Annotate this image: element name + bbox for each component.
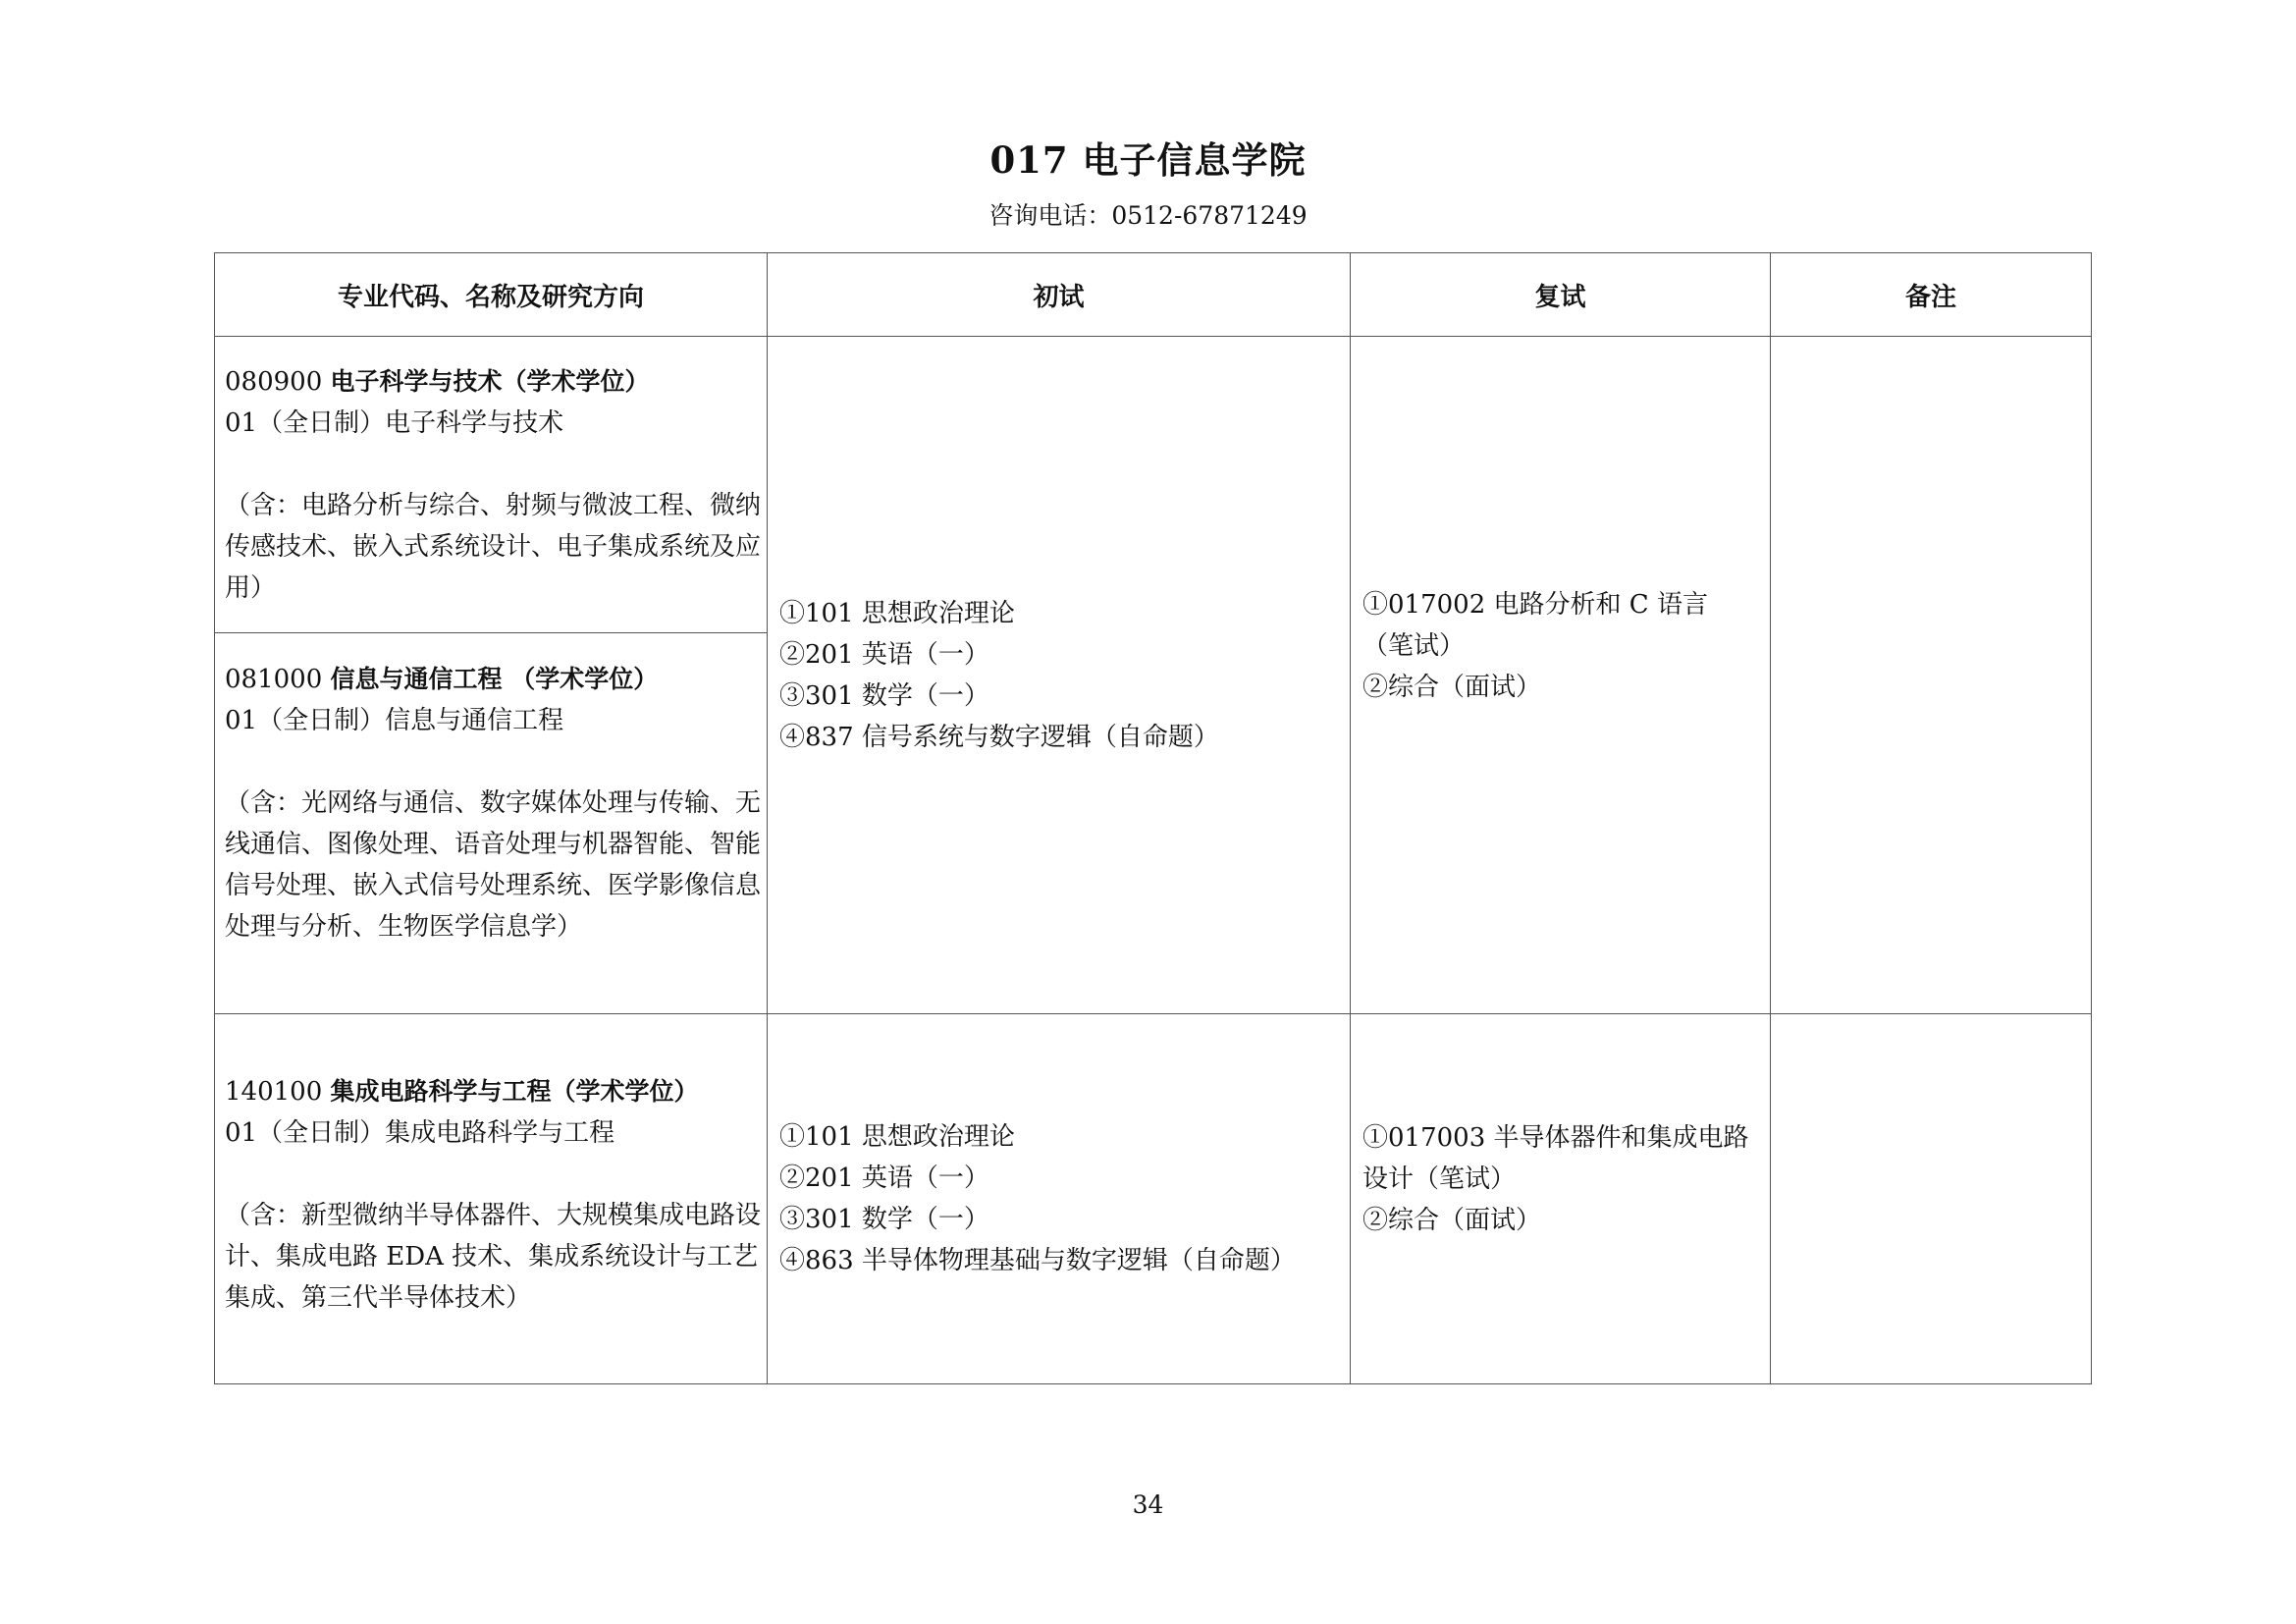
major-direction: 01（全日制）信息与通信工程	[225, 706, 564, 735]
major-scope: （含：光网络与通信、数字媒体处理与传输、无线通信、图像处理、语音处理与机器智能、智能信号处理、嵌入式信号处理系统、医学影像信息处理与分析、生物医学信息学）	[225, 788, 762, 942]
retest-item: ①017002 电路分析和 C 语言（笔试）	[1362, 589, 1708, 661]
header-retest: 复试	[1351, 253, 1771, 337]
exam-cell	[768, 337, 1351, 1014]
major-code: 140100	[225, 1077, 323, 1107]
contact-phone: 咨询电话：0512-67871249	[988, 201, 1308, 230]
admissions-table	[214, 252, 2092, 1384]
major-scope: （含：新型微纳半导体器件、大规模集成电路设计、集成电路 EDA 技术、集成系统设计与工艺集成、第三代半导体技术）	[225, 1201, 762, 1313]
major-cell	[215, 1014, 768, 1384]
major-heading	[225, 659, 761, 700]
exam-item: ③301 数学（一）	[779, 680, 989, 711]
page-title: 017 电子信息学院	[989, 138, 1307, 182]
table-row	[215, 1014, 2092, 1384]
retest-cell	[1351, 1014, 1771, 1384]
header-remark: 备注	[1771, 253, 2092, 337]
exam-item: ①101 思想政治理论	[779, 598, 1015, 628]
major-direction: 01（全日制）集成电路科学与工程	[225, 1118, 615, 1148]
retest-item: ②综合（面试）	[1362, 672, 1542, 702]
major-scope: （含：电路分析与综合、射频与微波工程、微纳传感技术、嵌入式系统设计、电子集成系统及应用）	[225, 491, 762, 603]
retest-cell	[1351, 337, 1771, 1014]
major-name: 信息与通信工程 （学术学位）	[330, 665, 659, 693]
major-heading	[225, 361, 761, 403]
exam-item: ④863 半导体物理基础与数字逻辑（自命题）	[779, 1246, 1296, 1275]
header-major: 专业代码、名称及研究方向	[215, 253, 768, 337]
major-name: 电子科学与技术（学术学位）	[330, 367, 650, 396]
exam-item: ②201 英语（一）	[779, 1164, 989, 1193]
major-code: 081000	[225, 665, 323, 694]
remark-cell	[1771, 1014, 2092, 1384]
exam-item: ④837 信号系统与数字逻辑（自命题）	[779, 722, 1219, 752]
header-exam: 初试	[768, 253, 1351, 337]
exam-item: ①101 思想政治理论	[779, 1122, 1015, 1152]
retest-item: ①017003 半导体器件和集成电路设计（笔试）	[1362, 1123, 1749, 1194]
exam-cell	[768, 1014, 1351, 1384]
major-direction: 01（全日制）电子科学与技术	[225, 408, 564, 438]
major-name: 集成电路科学与工程（学术学位）	[330, 1077, 699, 1106]
retest-item: ②综合（面试）	[1362, 1206, 1542, 1235]
header-row	[215, 253, 2092, 337]
exam-item: ②201 英语（一）	[779, 639, 989, 670]
remark-cell	[1771, 337, 2092, 1014]
major-heading	[225, 1071, 761, 1112]
table-row	[215, 337, 2092, 633]
major-cell	[215, 633, 768, 1014]
major-code: 080900	[225, 367, 323, 397]
major-cell	[215, 337, 768, 633]
page-number: 34	[1132, 1490, 1164, 1519]
exam-item: ③301 数学（一）	[779, 1205, 989, 1234]
